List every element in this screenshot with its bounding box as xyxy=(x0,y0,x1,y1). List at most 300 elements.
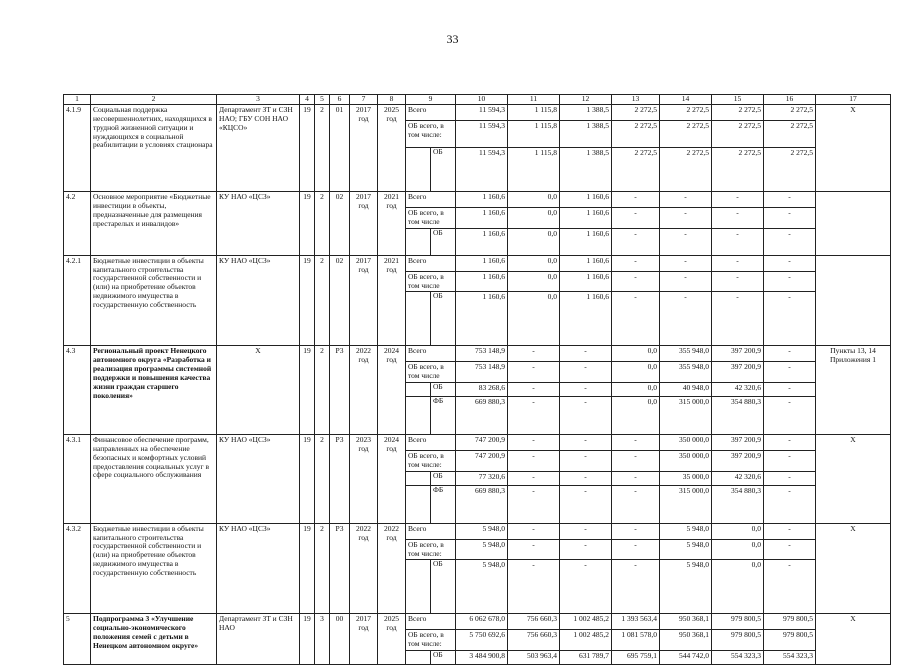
indent-cell xyxy=(406,651,431,664)
funding-source: ОБ всего, в том числе xyxy=(406,271,456,292)
activity-name: Финансовое обеспечение программ, направленных на обеспечение безопасных и комфортных условий предоставления социальных услуг в сфере социального обслуживания xyxy=(91,435,217,524)
amount-cell: 5 948,0 xyxy=(456,560,508,614)
amount-cell: - xyxy=(508,523,560,539)
notes-cell: Пункты 13, 14 Приложения 1 xyxy=(816,346,891,435)
code-cell: 19 xyxy=(300,105,315,192)
column-number-cell: 9 xyxy=(406,95,456,105)
funding-source-wrap xyxy=(406,472,455,485)
amount-cell: 1 160,6 xyxy=(456,208,508,229)
amount-cell: - xyxy=(560,523,612,539)
indent-cell xyxy=(406,560,431,613)
amount-cell: 0,0 xyxy=(612,383,660,397)
amount-cell: 0,0 xyxy=(508,271,560,292)
column-number-cell: 6 xyxy=(330,95,350,105)
funding-source xyxy=(406,383,456,397)
amount-cell: 40 948,0 xyxy=(660,383,712,397)
table-row xyxy=(64,192,891,208)
amount-cell: 2 272,5 xyxy=(764,148,816,192)
code-cell: 02 xyxy=(330,255,350,346)
column-number-row xyxy=(64,95,891,105)
row-number: 4.2 xyxy=(64,192,91,256)
amount-cell: 747 200,9 xyxy=(456,435,508,451)
amount-cell: 2 272,5 xyxy=(660,121,712,148)
funding-source-label: ОБ xyxy=(433,559,443,569)
notes-cell: X xyxy=(816,105,891,192)
amount-cell: - xyxy=(560,346,612,362)
amount-cell: 354 880,3 xyxy=(712,397,764,435)
column-number-cell: 14 xyxy=(660,95,712,105)
funding-source: Всего xyxy=(406,346,456,362)
amount-cell: - xyxy=(612,539,660,560)
amount-cell: - xyxy=(508,451,560,472)
amount-cell: - xyxy=(612,255,660,271)
executor: КУ НАО «ЦСЗ» xyxy=(217,192,300,256)
amount-cell: 397 200,9 xyxy=(712,435,764,451)
amount-cell: 0,0 xyxy=(508,292,560,346)
amount-cell: - xyxy=(712,208,764,229)
amount-cell: 695 759,1 xyxy=(612,651,660,665)
amount-cell: - xyxy=(508,362,560,383)
amount-cell: 315 000,0 xyxy=(660,485,712,523)
funding-source xyxy=(406,148,456,192)
row-number: 4.3.1 xyxy=(64,435,91,524)
amount-cell: - xyxy=(712,192,764,208)
funding-source xyxy=(406,560,456,614)
code-cell: 19 xyxy=(300,614,315,665)
executor: КУ НАО «ЦСЗ» xyxy=(217,255,300,346)
amount-cell: - xyxy=(764,539,816,560)
amount-cell: - xyxy=(764,435,816,451)
activity-name: Региональный проект Ненецкого автономного округа «Разработка и реализация программы системной поддержки и повышения качества жизни граждан старшего поколения» xyxy=(91,346,217,435)
funding-source: ОБ всего, в том числе xyxy=(406,208,456,229)
funding-source xyxy=(406,485,456,523)
amount-cell: 1 388,5 xyxy=(560,121,612,148)
column-number-cell: 11 xyxy=(508,95,560,105)
amount-cell: 1 160,6 xyxy=(560,192,612,208)
amount-cell: 350 000,0 xyxy=(660,451,712,472)
amount-cell: - xyxy=(660,255,712,271)
column-number-cell: 7 xyxy=(350,95,378,105)
amount-cell: 950 368,1 xyxy=(660,630,712,651)
amount-cell: 0,0 xyxy=(712,523,764,539)
amount-cell: - xyxy=(560,471,612,485)
table-row xyxy=(64,614,891,630)
amount-cell: 397 200,9 xyxy=(712,346,764,362)
funding-source: Всего xyxy=(406,435,456,451)
indent-cell xyxy=(406,229,431,255)
row-number: 4.3.2 xyxy=(64,523,91,614)
page-number: 33 xyxy=(446,32,459,46)
indent-cell xyxy=(406,472,431,485)
start-year: 2017 год xyxy=(350,614,378,665)
amount-cell: 2 272,5 xyxy=(712,121,764,148)
code-cell: 2 xyxy=(315,255,330,346)
funding-source-label: ОБ xyxy=(433,147,443,156)
amount-cell: - xyxy=(612,471,660,485)
funding-source-label: ОБ xyxy=(433,471,443,480)
amount-cell: - xyxy=(712,228,764,255)
amount-cell: 315 000,0 xyxy=(660,397,712,435)
funding-source: Всего xyxy=(406,255,456,271)
indent-cell xyxy=(406,383,431,396)
amount-cell: - xyxy=(612,208,660,229)
amount-cell: 355 948,0 xyxy=(660,346,712,362)
executor: КУ НАО «ЦСЗ» xyxy=(217,523,300,614)
amount-cell: 5 750 692,6 xyxy=(456,630,508,651)
amount-cell: 1 115,8 xyxy=(508,121,560,148)
amount-cell: 669 880,3 xyxy=(456,485,508,523)
amount-cell: 1 160,6 xyxy=(560,255,612,271)
amount-cell: - xyxy=(560,383,612,397)
column-number-cell: 12 xyxy=(560,95,612,105)
amount-cell: 11 594,3 xyxy=(456,121,508,148)
amount-cell: - xyxy=(764,523,816,539)
amount-cell: 1 160,6 xyxy=(456,271,508,292)
amount-cell: 2 272,5 xyxy=(712,105,764,121)
amount-cell: - xyxy=(660,271,712,292)
amount-cell: 2 272,5 xyxy=(660,148,712,192)
amount-cell: - xyxy=(764,471,816,485)
amount-cell: - xyxy=(612,451,660,472)
funding-source xyxy=(406,471,456,485)
amount-cell: - xyxy=(612,192,660,208)
amount-cell: 11 594,3 xyxy=(456,105,508,121)
amount-cell: - xyxy=(764,208,816,229)
funding-source-label: ФБ xyxy=(433,485,444,494)
amount-cell: 2 272,5 xyxy=(612,105,660,121)
notes-cell: X xyxy=(816,435,891,524)
code-cell: 2 xyxy=(315,192,330,256)
amount-cell: 1 081 578,0 xyxy=(612,630,660,651)
amount-cell: 1 115,8 xyxy=(508,148,560,192)
activity-name: Основное мероприятие «Бюджетные инвестиции в объекты, предназначенные для размещения престарелых и инвалидов» xyxy=(91,192,217,256)
funding-source-label: ОБ xyxy=(433,291,443,301)
row-number: 4.1.9 xyxy=(64,105,91,192)
amount-cell: 0,0 xyxy=(612,362,660,383)
amount-cell: 397 200,9 xyxy=(712,451,764,472)
amount-cell: 77 320,6 xyxy=(456,471,508,485)
funding-source-wrap xyxy=(406,560,455,613)
amount-cell: 753 148,9 xyxy=(456,362,508,383)
amount-cell: 5 948,0 xyxy=(660,539,712,560)
table-row xyxy=(64,435,891,451)
amount-cell: - xyxy=(508,539,560,560)
amount-cell: 5 948,0 xyxy=(660,560,712,614)
amount-cell: 503 963,4 xyxy=(508,651,560,665)
amount-cell: - xyxy=(660,292,712,346)
amount-cell: - xyxy=(764,383,816,397)
amount-cell: - xyxy=(712,255,764,271)
amount-cell: 6 062 678,0 xyxy=(456,614,508,630)
code-cell: 19 xyxy=(300,346,315,435)
code-cell: 2 xyxy=(315,435,330,524)
funding-source: Всего xyxy=(406,105,456,121)
amount-cell: - xyxy=(508,383,560,397)
code-cell: Р3 xyxy=(330,523,350,614)
amount-cell: 1 388,5 xyxy=(560,148,612,192)
amount-cell: - xyxy=(612,271,660,292)
funding-source: ОБ всего, в том числе: xyxy=(406,451,456,472)
code-cell: Р3 xyxy=(330,435,350,524)
end-year: 2025 год xyxy=(378,614,406,665)
end-year: 2024 год xyxy=(378,435,406,524)
funding-source-label: ОБ xyxy=(433,382,443,392)
activity-name: Социальная поддержка несовершеннолетних, находящихся в трудной жизненной ситуации и нуждающихся в социальной реабилитации в условиях стационара xyxy=(91,105,217,192)
code-cell: 02 xyxy=(330,192,350,256)
amount-cell: 1 160,6 xyxy=(560,271,612,292)
amount-cell: - xyxy=(560,451,612,472)
funding-source-wrap xyxy=(406,651,455,664)
executor: Департамент ЗТ и СЗН НАО; ГБУ СОН НАО «КЦСО» xyxy=(217,105,300,192)
end-year: 2025 год xyxy=(378,105,406,192)
funding-source xyxy=(406,397,456,435)
column-number-cell: 15 xyxy=(712,95,764,105)
notes-cell: X xyxy=(816,614,891,665)
start-year: 2023 год xyxy=(350,435,378,524)
amount-cell: - xyxy=(508,397,560,435)
amount-cell: 2 272,5 xyxy=(764,105,816,121)
amount-cell: 747 200,9 xyxy=(456,451,508,472)
funding-source: ОБ всего, в том числе: xyxy=(406,630,456,651)
amount-cell: - xyxy=(612,228,660,255)
code-cell: 00 xyxy=(330,614,350,665)
amount-cell: - xyxy=(508,435,560,451)
amount-cell: - xyxy=(764,192,816,208)
row-number: 4.3 xyxy=(64,346,91,435)
amount-cell: 631 789,7 xyxy=(560,651,612,665)
notes-cell xyxy=(816,255,891,346)
amount-cell: 397 200,9 xyxy=(712,362,764,383)
amount-cell: 669 880,3 xyxy=(456,397,508,435)
amount-cell: 1 160,6 xyxy=(456,255,508,271)
amount-cell: - xyxy=(508,346,560,362)
column-number-cell: 2 xyxy=(91,95,217,105)
amount-cell: - xyxy=(560,539,612,560)
amount-cell: - xyxy=(764,560,816,614)
indent-cell xyxy=(406,397,431,434)
amount-cell: 5 948,0 xyxy=(456,523,508,539)
amount-cell: - xyxy=(508,560,560,614)
column-number-cell: 13 xyxy=(612,95,660,105)
amount-cell: 2 272,5 xyxy=(712,148,764,192)
funding-source: Всего xyxy=(406,192,456,208)
amount-cell: 554 323,3 xyxy=(764,651,816,665)
table-row xyxy=(64,105,891,121)
amount-cell: - xyxy=(764,228,816,255)
amount-cell: - xyxy=(660,192,712,208)
amount-cell: - xyxy=(660,228,712,255)
amount-cell: - xyxy=(764,346,816,362)
funding-source xyxy=(406,651,456,665)
funding-source: ОБ всего, в том числе: xyxy=(406,121,456,148)
funding-source-wrap xyxy=(406,383,455,396)
funding-source-wrap xyxy=(406,292,455,345)
amount-cell: 544 742,0 xyxy=(660,651,712,665)
amount-cell: - xyxy=(764,255,816,271)
notes-cell: X xyxy=(816,523,891,614)
funding-source-label: ОБ xyxy=(433,650,443,660)
amount-cell: 753 148,9 xyxy=(456,346,508,362)
amount-cell: 354 880,3 xyxy=(712,485,764,523)
amount-cell: 1 002 485,2 xyxy=(560,614,612,630)
executor: КУ НАО «ЦСЗ» xyxy=(217,435,300,524)
amount-cell: - xyxy=(612,292,660,346)
code-cell: 19 xyxy=(300,255,315,346)
start-year: 2022 год xyxy=(350,346,378,435)
amount-cell: 1 160,6 xyxy=(560,208,612,229)
start-year: 2017 год xyxy=(350,255,378,346)
amount-cell: 0,0 xyxy=(508,208,560,229)
start-year: 2017 год xyxy=(350,105,378,192)
amount-cell: 0,0 xyxy=(712,539,764,560)
indent-cell xyxy=(406,148,431,191)
executor: Департамент ЗТ и СЗН НАО xyxy=(217,614,300,665)
funding-source-wrap xyxy=(406,486,455,523)
financing-table xyxy=(63,94,891,665)
column-number-cell: 17 xyxy=(816,95,891,105)
amount-cell: 554 323,3 xyxy=(712,651,764,665)
amount-cell: 979 800,5 xyxy=(764,614,816,630)
code-cell: 2 xyxy=(315,346,330,435)
amount-cell: - xyxy=(612,435,660,451)
amount-cell: 1 115,8 xyxy=(508,105,560,121)
end-year: 2021 год xyxy=(378,255,406,346)
end-year: 2022 год xyxy=(378,523,406,614)
table-row xyxy=(64,346,891,362)
amount-cell: 5 948,0 xyxy=(660,523,712,539)
code-cell: Р3 xyxy=(330,346,350,435)
column-number-cell: 16 xyxy=(764,95,816,105)
indent-cell xyxy=(406,486,431,523)
amount-cell: 1 160,6 xyxy=(560,292,612,346)
funding-source: Всего xyxy=(406,614,456,630)
code-cell: 19 xyxy=(300,192,315,256)
amount-cell: 1 002 485,2 xyxy=(560,630,612,651)
amount-cell: - xyxy=(764,292,816,346)
amount-cell: 1 393 563,4 xyxy=(612,614,660,630)
amount-cell: - xyxy=(764,397,816,435)
amount-cell: - xyxy=(560,397,612,435)
amount-cell: - xyxy=(612,523,660,539)
amount-cell: 756 660,3 xyxy=(508,614,560,630)
amount-cell: 0,0 xyxy=(508,228,560,255)
amount-cell: - xyxy=(712,292,764,346)
row-number: 4.2.1 xyxy=(64,255,91,346)
funding-source-label: ФБ xyxy=(433,396,444,406)
amount-cell: 1 160,6 xyxy=(456,192,508,208)
funding-source: ОБ всего, в том числе xyxy=(406,362,456,383)
amount-cell: 2 272,5 xyxy=(660,105,712,121)
amount-cell: 42 320,6 xyxy=(712,471,764,485)
column-number-cell: 10 xyxy=(456,95,508,105)
amount-cell: - xyxy=(764,485,816,523)
amount-cell: 979 800,5 xyxy=(712,614,764,630)
amount-cell: 83 268,6 xyxy=(456,383,508,397)
amount-cell: 0,0 xyxy=(508,192,560,208)
amount-cell: - xyxy=(764,451,816,472)
amount-cell: 355 948,0 xyxy=(660,362,712,383)
notes-cell xyxy=(816,192,891,256)
amount-cell: 1 160,6 xyxy=(456,228,508,255)
code-cell: 19 xyxy=(300,523,315,614)
funding-source xyxy=(406,292,456,346)
amount-cell: - xyxy=(612,560,660,614)
amount-cell: 0,0 xyxy=(612,346,660,362)
funding-source-wrap xyxy=(406,148,455,191)
amount-cell: - xyxy=(560,362,612,383)
column-number-cell: 8 xyxy=(378,95,406,105)
amount-cell: 1 160,6 xyxy=(456,292,508,346)
amount-cell: - xyxy=(612,485,660,523)
funding-source-wrap xyxy=(406,397,455,434)
column-number-cell: 4 xyxy=(300,95,315,105)
amount-cell: - xyxy=(560,435,612,451)
amount-cell: 3 484 900,8 xyxy=(456,651,508,665)
table-row xyxy=(64,255,891,271)
amount-cell: 0,0 xyxy=(508,255,560,271)
column-number-cell: 3 xyxy=(217,95,300,105)
amount-cell: 42 320,6 xyxy=(712,383,764,397)
start-year: 2022 год xyxy=(350,523,378,614)
end-year: 2024 год xyxy=(378,346,406,435)
funding-source xyxy=(406,228,456,255)
column-number-cell: 5 xyxy=(315,95,330,105)
amount-cell: 1 160,6 xyxy=(560,228,612,255)
amount-cell: - xyxy=(660,208,712,229)
funding-source: ОБ всего, в том числе: xyxy=(406,539,456,560)
amount-cell: 35 000,0 xyxy=(660,471,712,485)
amount-cell: - xyxy=(508,485,560,523)
amount-cell: 11 594,3 xyxy=(456,148,508,192)
executor: X xyxy=(217,346,300,435)
funding-source: Всего xyxy=(406,523,456,539)
amount-cell: - xyxy=(508,471,560,485)
funding-source-wrap xyxy=(406,229,455,255)
amount-cell: 0,0 xyxy=(612,397,660,435)
funding-source-label: ОБ xyxy=(433,228,443,237)
amount-cell: 2 272,5 xyxy=(764,121,816,148)
amount-cell: 979 800,5 xyxy=(764,630,816,651)
indent-cell xyxy=(406,292,431,345)
amount-cell: 1 388,5 xyxy=(560,105,612,121)
amount-cell: 756 660,3 xyxy=(508,630,560,651)
amount-cell: 350 000,0 xyxy=(660,435,712,451)
amount-cell: 979 800,5 xyxy=(712,630,764,651)
table-row xyxy=(64,523,891,539)
activity-name: Бюджетные инвестиции в объекты капитального строительства государственной собственности и (или) на приобретение объектов недвижимого имущества в государственную собственность xyxy=(91,255,217,346)
amount-cell: - xyxy=(764,271,816,292)
amount-cell: - xyxy=(764,362,816,383)
amount-cell: - xyxy=(560,485,612,523)
code-cell: 2 xyxy=(315,105,330,192)
amount-cell: - xyxy=(712,271,764,292)
code-cell: 01 xyxy=(330,105,350,192)
column-number-cell: 1 xyxy=(64,95,91,105)
code-cell: 2 xyxy=(315,523,330,614)
row-number: 5 xyxy=(64,614,91,665)
code-cell: 3 xyxy=(315,614,330,665)
amount-cell: 0,0 xyxy=(712,560,764,614)
amount-cell: 2 272,5 xyxy=(612,148,660,192)
end-year: 2021 год xyxy=(378,192,406,256)
code-cell: 19 xyxy=(300,435,315,524)
amount-cell: 2 272,5 xyxy=(612,121,660,148)
amount-cell: - xyxy=(560,560,612,614)
activity-name: Подпрограмма 3 «Улучшение социально-экономического положения семей с детьми в Ненецком автономном округе» xyxy=(91,614,217,665)
activity-name: Бюджетные инвестиции в объекты капитального строительства государственной собственности и (или) на приобретение объектов недвижимого имущества в государственную собственность xyxy=(91,523,217,614)
amount-cell: 5 948,0 xyxy=(456,539,508,560)
amount-cell: 950 368,1 xyxy=(660,614,712,630)
